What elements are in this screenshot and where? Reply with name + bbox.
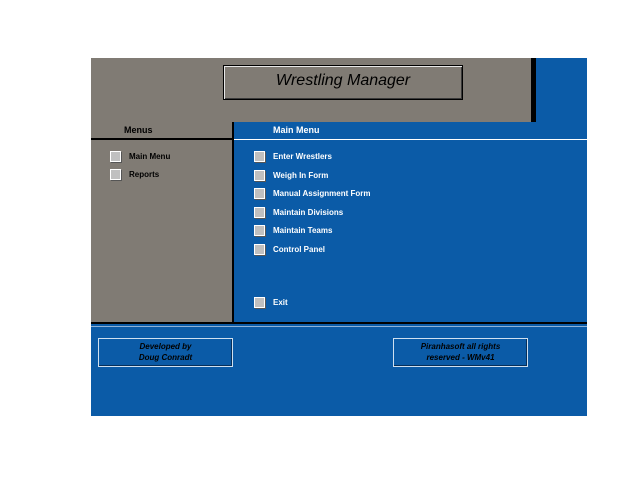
- menu-button-icon[interactable]: [254, 170, 265, 181]
- developer-credit-box: [98, 338, 233, 367]
- menu-item-manual-assignment-form[interactable]: [254, 187, 371, 199]
- sidebar-button-icon[interactable]: [110, 169, 121, 180]
- sidebar-button-icon[interactable]: [110, 151, 121, 162]
- menu-item-weigh-in-form[interactable]: [254, 169, 328, 181]
- menu-button-icon[interactable]: [254, 244, 265, 255]
- header-divider: [531, 58, 536, 122]
- menu-item-label: Manual Assignment Form: [273, 188, 371, 198]
- menu-item-label: Enter Wrestlers: [273, 151, 332, 161]
- exit-button-icon[interactable]: [254, 297, 265, 308]
- sidebar-heading-underline: [91, 138, 232, 140]
- main-menu-heading: Main Menu: [273, 125, 320, 135]
- footer-divider-highlight: [91, 326, 587, 327]
- developer-credit-line1: Developed by: [139, 342, 192, 351]
- developer-credit-line2: Doug Conradt: [138, 353, 193, 362]
- menu-button-icon[interactable]: [254, 151, 265, 162]
- menu-item-label: Maintain Divisions: [273, 207, 344, 217]
- menu-button-icon[interactable]: [254, 207, 265, 218]
- sidebar-heading: Menus: [124, 125, 153, 135]
- menu-item-label: Control Panel: [273, 244, 326, 254]
- menu-item-enter-wrestlers[interactable]: [254, 150, 332, 162]
- exit-label: Exit: [273, 297, 288, 307]
- sidebar-item-main-menu[interactable]: [110, 150, 170, 162]
- menu-item-maintain-divisions[interactable]: [254, 206, 343, 218]
- main-heading-underline: [234, 139, 587, 140]
- copyright-box: [393, 338, 528, 367]
- app-window: [91, 58, 587, 416]
- sidebar-divider: [232, 122, 234, 322]
- copyright-line1: Piranhasoft all rights: [420, 342, 501, 351]
- exit-button[interactable]: [254, 296, 288, 308]
- footer-divider: [91, 322, 587, 324]
- title-box: [223, 65, 463, 100]
- sidebar-item-reports[interactable]: [110, 168, 159, 180]
- sidebar-item-label: Reports: [129, 169, 160, 179]
- menu-item-maintain-teams[interactable]: [254, 224, 332, 236]
- menu-button-icon[interactable]: [254, 225, 265, 236]
- menu-item-control-panel[interactable]: [254, 243, 325, 255]
- app-title: Wrestling Manager: [275, 72, 411, 89]
- sidebar-item-label: Main Menu: [129, 151, 171, 161]
- menu-button-icon[interactable]: [254, 188, 265, 199]
- menu-item-label: Maintain Teams: [273, 225, 333, 235]
- copyright-line2: reserved - WMv41: [426, 353, 495, 362]
- menu-item-label: Weigh In Form: [273, 170, 329, 180]
